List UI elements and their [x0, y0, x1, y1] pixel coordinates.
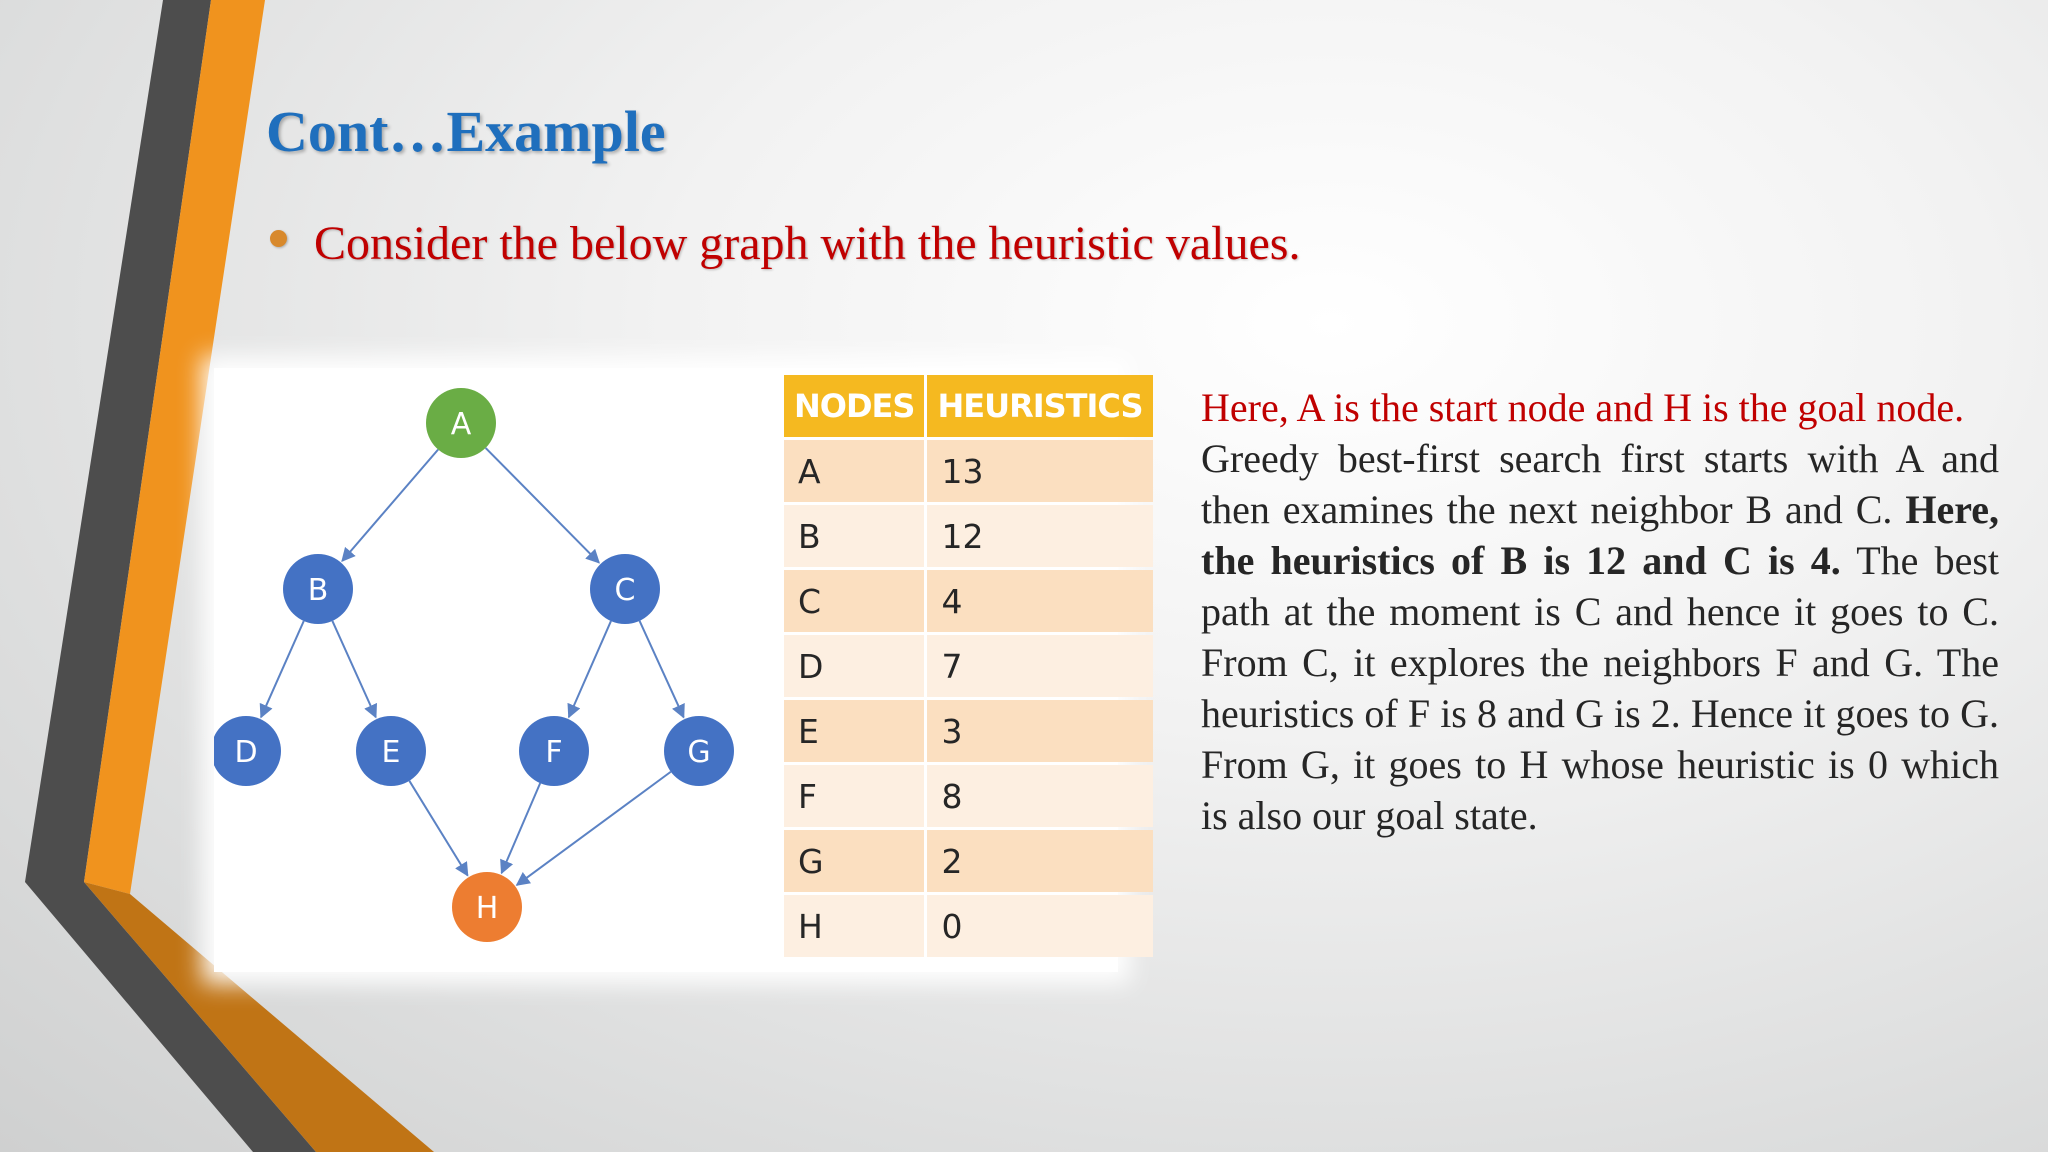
edge-a-b — [342, 450, 438, 561]
bullet-text: Consider the below graph with the heuristic values. — [314, 217, 1301, 270]
node-cell: C — [784, 570, 927, 632]
heuristic-cell: 2 — [927, 830, 1152, 892]
header-nodes: NODES — [784, 375, 927, 437]
table-row — [784, 700, 1153, 762]
edge-c-f — [569, 621, 611, 717]
node-cell: B — [784, 505, 927, 567]
node-label: B — [307, 573, 329, 608]
edge-a-c — [486, 448, 599, 563]
slide-title: Cont…Example — [266, 99, 666, 164]
node-cell: G — [784, 830, 927, 892]
bullet-dot-icon — [270, 230, 287, 247]
header-heuristics: HEURISTICS — [927, 375, 1152, 437]
heuristics-table — [784, 372, 1153, 960]
node-cell: F — [784, 765, 927, 827]
table-header-row — [784, 375, 1153, 437]
explanation-p1-bold: Here, the heuristics of B is 12 and C is 4. — [1201, 487, 1999, 583]
table-row — [784, 895, 1153, 957]
explanation-p2: The best path at the moment is C and hence it goes to C. From C, it explores the neighbors F and G. The heuristics of F is 8 and G is 2. — [1201, 538, 2000, 736]
node-label: F — [545, 735, 563, 770]
heuristic-cell: 12 — [927, 505, 1152, 567]
node-cell: A — [784, 440, 927, 502]
table-row — [784, 505, 1153, 567]
graph-node-d — [214, 716, 281, 786]
edge-b-d — [261, 621, 304, 717]
graph-node-b — [283, 554, 353, 624]
table-row — [784, 765, 1153, 827]
edge-f-h — [502, 783, 541, 873]
heuristic-cell: 4 — [927, 570, 1152, 632]
explanation-p3: Hence it goes to G. From G, it goes to H whose heuristic is 0 which is also our goal state. — [1201, 691, 1999, 838]
table-row — [784, 830, 1153, 892]
graph-node-f — [519, 716, 589, 786]
edge-b-e — [332, 621, 375, 717]
graph-node-e — [356, 716, 426, 786]
heuristic-cell: 7 — [927, 635, 1152, 697]
node-label: D — [234, 735, 258, 770]
heuristic-cell: 13 — [927, 440, 1152, 502]
node-cell: E — [784, 700, 927, 762]
graph-node-c — [590, 554, 660, 624]
explanation-text — [1201, 382, 1999, 841]
node-label: A — [450, 407, 472, 442]
explanation-p1: Greedy best-first search first starts with A and then examines the next neighbor B and C. — [1201, 436, 1999, 532]
node-label: C — [614, 573, 636, 608]
search-graph — [214, 368, 774, 968]
table-row — [784, 570, 1153, 632]
graph-node-g — [664, 716, 734, 786]
graph-node-h — [452, 872, 522, 942]
heuristic-cell: 0 — [927, 895, 1152, 957]
table-row — [784, 440, 1153, 502]
heuristic-cell: 3 — [927, 700, 1152, 762]
node-label: H — [475, 891, 499, 926]
node-cell: H — [784, 895, 927, 957]
node-label: E — [381, 735, 401, 770]
node-cell: D — [784, 635, 927, 697]
edge-g-h — [517, 772, 671, 885]
explanation-intro: Here, A is the start node and H is the goal node. — [1201, 385, 1965, 430]
table-row — [784, 635, 1153, 697]
edge-e-h — [409, 781, 467, 876]
edge-c-g — [640, 621, 684, 718]
heuristic-cell: 8 — [927, 765, 1152, 827]
node-label: G — [687, 735, 711, 770]
graph-node-a — [426, 388, 496, 458]
